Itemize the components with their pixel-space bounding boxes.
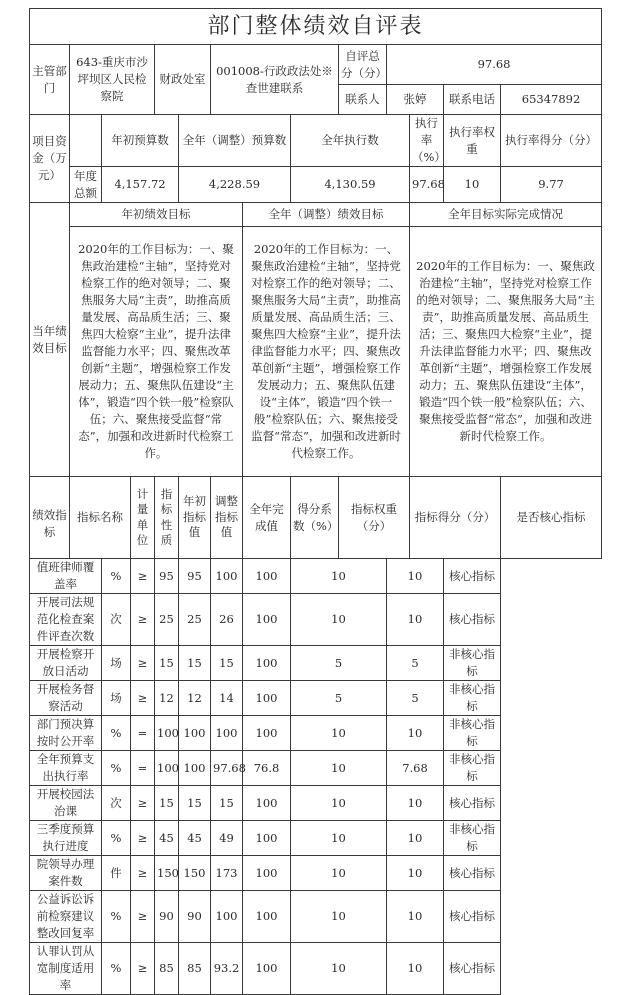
indicator-initial: 95 xyxy=(155,559,179,594)
indicator-nature: ≥ xyxy=(131,594,155,646)
indicator-row xyxy=(30,646,602,681)
indicator-nature: ≥ xyxy=(131,943,155,995)
indicator-name: 认罪认罚从宽制度适用率 xyxy=(30,943,102,995)
goals-col-actual: 全年目标实际完成情况 xyxy=(410,203,602,227)
ind-header-score: 指标得分（分） xyxy=(410,477,501,559)
indicator-nature: = xyxy=(131,751,155,786)
indicator-coef: 100 xyxy=(243,856,291,891)
funds-col-weight: 执行率权重 xyxy=(444,115,501,167)
phone-value: 65347892 xyxy=(501,85,602,115)
indicator-coef: 100 xyxy=(243,716,291,751)
indicator-nature: ≥ xyxy=(131,786,155,821)
indicator-nature: ≥ xyxy=(131,646,155,681)
indicator-unit: % xyxy=(102,821,131,856)
evaluation-table xyxy=(29,8,602,995)
ind-header-weight: 指标权重（分） xyxy=(339,477,410,559)
indicator-row xyxy=(30,716,602,751)
indicator-score: 10 xyxy=(387,891,444,943)
indicator-unit: 次 xyxy=(102,594,131,646)
indicator-actual: 173 xyxy=(211,856,243,891)
indicator-nature: ≥ xyxy=(131,681,155,716)
indicator-weight: 10 xyxy=(291,559,387,594)
indicator-actual: 100 xyxy=(211,716,243,751)
indicator-unit: % xyxy=(102,751,131,786)
indicator-unit: % xyxy=(102,716,131,751)
indicator-score: 10 xyxy=(387,943,444,995)
indicator-unit: % xyxy=(102,559,131,594)
indicator-name: 院领导办理案件数 xyxy=(30,856,102,891)
indicator-initial: 100 xyxy=(155,751,179,786)
indicator-weight: 10 xyxy=(291,891,387,943)
indicator-row xyxy=(30,943,602,995)
indicator-weight: 5 xyxy=(291,646,387,681)
indicator-name: 全年预算支出执行率 xyxy=(30,751,102,786)
indicator-core: 非核心指标 xyxy=(444,646,501,681)
indicator-actual: 15 xyxy=(211,646,243,681)
funds-col-adjusted: 全年（调整）预算数 xyxy=(179,115,291,167)
indicator-coef: 100 xyxy=(243,559,291,594)
indicator-name: 开展检察开放日活动 xyxy=(30,646,102,681)
funds-col-rate: 执行率（%） xyxy=(410,115,444,167)
goals-initial-text: 2020年的工作目标为：一、聚焦政治建检“主轴”，坚持党对检察工作的绝对领导；二、聚焦服务大局“主责”，助推高质量发展、高品质生活；三、聚焦四大检察“主业”，提升法律监督能力水平；四、聚焦改革创新“主题”，增强检察工作发展动力；五、聚焦队伍建设“主体”，锻造“四个铁一般”检察队伍；六、聚焦接受监督“常态”，加强和改进新时代检察工作。 xyxy=(70,227,243,477)
ind-header-actual: 全年完成值 xyxy=(243,477,291,559)
indicator-coef: 76.8 xyxy=(243,751,291,786)
evaluation-sheet xyxy=(29,8,601,995)
indicator-weight: 10 xyxy=(291,943,387,995)
indicator-unit: 场 xyxy=(102,681,131,716)
ind-header-initial: 年初指标值 xyxy=(179,477,211,559)
indicator-nature: = xyxy=(131,716,155,751)
indicator-core: 非核心指标 xyxy=(444,681,501,716)
indicator-weight: 10 xyxy=(291,594,387,646)
indicator-initial: 100 xyxy=(155,716,179,751)
funds-blank xyxy=(70,115,102,167)
indicator-score: 5 xyxy=(387,681,444,716)
indicator-score: 10 xyxy=(387,821,444,856)
indicators-section-label: 绩效指标 xyxy=(30,477,70,559)
indicator-unit: % xyxy=(102,943,131,995)
funds-col-score: 执行率得分（分） xyxy=(501,115,602,167)
indicator-weight: 5 xyxy=(291,681,387,716)
ind-header-adjusted: 调整指标值 xyxy=(211,477,243,559)
indicator-weight: 10 xyxy=(291,751,387,786)
indicator-initial: 25 xyxy=(155,594,179,646)
indicator-actual: 97.68 xyxy=(211,751,243,786)
indicator-adjusted: 90 xyxy=(179,891,211,943)
indicator-weight: 10 xyxy=(291,856,387,891)
indicator-weight: 10 xyxy=(291,821,387,856)
indicator-adjusted: 25 xyxy=(179,594,211,646)
indicator-row xyxy=(30,594,602,646)
goals-section-label: 当年绩效目标 xyxy=(30,203,70,477)
indicator-nature: ≥ xyxy=(131,821,155,856)
indicator-adjusted: 100 xyxy=(179,716,211,751)
indicator-initial: 12 xyxy=(155,681,179,716)
indicator-unit: % xyxy=(102,891,131,943)
indicator-adjusted: 150 xyxy=(179,856,211,891)
indicator-adjusted: 15 xyxy=(179,646,211,681)
funds-weight: 10 xyxy=(444,167,501,203)
indicator-coef: 100 xyxy=(243,891,291,943)
contact-value: 张婷 xyxy=(387,85,444,115)
funds-executed: 4,130.59 xyxy=(291,167,410,203)
indicator-core: 非核心指标 xyxy=(444,821,501,856)
indicator-initial: 45 xyxy=(155,821,179,856)
indicator-core: 非核心指标 xyxy=(444,716,501,751)
ind-header-name: 指标名称 xyxy=(70,477,131,559)
indicator-row xyxy=(30,751,602,786)
indicator-score: 10 xyxy=(387,716,444,751)
indicator-coef: 100 xyxy=(243,646,291,681)
dept-value: 643-重庆市沙坪坝区人民检察院 xyxy=(70,45,155,115)
indicator-core: 核心指标 xyxy=(444,943,501,995)
funds-rate: 97.68 xyxy=(410,167,444,203)
indicator-score: 7.68 xyxy=(387,751,444,786)
score-label: 自评总分（分） xyxy=(339,45,387,85)
indicator-actual: 14 xyxy=(211,681,243,716)
indicator-weight: 10 xyxy=(291,716,387,751)
indicator-name: 部门预决算按时公开率 xyxy=(30,716,102,751)
indicator-actual: 15 xyxy=(211,786,243,821)
ind-header-core: 是否核心指标 xyxy=(501,477,602,559)
funds-section-label: 项目资金（万元） xyxy=(30,115,70,203)
indicator-nature: ≥ xyxy=(131,559,155,594)
indicator-row xyxy=(30,856,602,891)
indicator-adjusted: 12 xyxy=(179,681,211,716)
indicator-adjusted: 100 xyxy=(179,751,211,786)
indicator-actual: 49 xyxy=(211,821,243,856)
dept-label: 主管部门 xyxy=(30,45,70,115)
funds-col-initial: 年初预算数 xyxy=(102,115,179,167)
indicator-coef: 100 xyxy=(243,943,291,995)
indicator-score: 10 xyxy=(387,559,444,594)
indicator-unit: 件 xyxy=(102,856,131,891)
indicator-row xyxy=(30,786,602,821)
indicator-initial: 150 xyxy=(155,856,179,891)
indicator-unit: 次 xyxy=(102,786,131,821)
indicator-score: 10 xyxy=(387,786,444,821)
indicator-initial: 90 xyxy=(155,891,179,943)
ind-header-nature: 指标性质 xyxy=(155,477,179,559)
indicator-row xyxy=(30,559,602,594)
indicator-adjusted: 45 xyxy=(179,821,211,856)
indicator-row xyxy=(30,891,602,943)
indicator-nature: ≥ xyxy=(131,891,155,943)
funds-initial: 4,157.72 xyxy=(102,167,179,203)
indicator-adjusted: 95 xyxy=(179,559,211,594)
indicator-unit: 场 xyxy=(102,646,131,681)
goals-col-initial: 年初绩效目标 xyxy=(70,203,243,227)
indicator-score: 10 xyxy=(387,856,444,891)
indicator-name: 开展检务督察活动 xyxy=(30,681,102,716)
goals-col-adjusted: 全年（调整）绩效目标 xyxy=(243,203,410,227)
indicator-actual: 100 xyxy=(211,559,243,594)
indicator-actual: 26 xyxy=(211,594,243,646)
indicator-name: 值班律师覆盖率 xyxy=(30,559,102,594)
finance-value: 001008-行政政法处※查世建联系 xyxy=(211,45,339,115)
phone-label: 联系电话 xyxy=(444,85,501,115)
indicator-adjusted: 85 xyxy=(179,943,211,995)
indicator-actual: 93.2 xyxy=(211,943,243,995)
funds-score: 9.77 xyxy=(501,167,602,203)
indicator-name: 开展司法规范化检查案件评查次数 xyxy=(30,594,102,646)
ind-header-unit: 计量单位 xyxy=(131,477,155,559)
finance-label: 财政处室 xyxy=(155,45,211,115)
indicator-initial: 15 xyxy=(155,646,179,681)
indicator-core: 核心指标 xyxy=(444,891,501,943)
indicator-core: 核心指标 xyxy=(444,786,501,821)
indicator-name: 开展校园法治课 xyxy=(30,786,102,821)
indicator-weight: 10 xyxy=(291,786,387,821)
funds-col-executed: 全年执行数 xyxy=(291,115,410,167)
goals-actual-text: 2020年的工作目标为：一、聚焦政治建检“主轴”，坚持党对检察工作的绝对领导；二、聚焦服务大局“主责”，助推高质量发展、高品质生活；三、聚焦四大检察“主业”，提升法律监督能力水平；四、聚焦改革创新“主题”，增强检察工作发展动力；五、聚焦队伍建设“主体”，锻造“四个铁一般”检察队伍；六、聚焦接受监督“常态”，加强和改进新时代检察工作。 xyxy=(410,227,602,477)
indicator-name: 公益诉讼诉前检察建议整改回复率 xyxy=(30,891,102,943)
indicator-core: 核心指标 xyxy=(444,856,501,891)
indicator-coef: 100 xyxy=(243,594,291,646)
funds-adjusted: 4,228.59 xyxy=(179,167,291,203)
indicator-row xyxy=(30,821,602,856)
page-title: 部门整体绩效自评表 xyxy=(30,9,602,45)
indicator-score: 10 xyxy=(387,594,444,646)
indicator-adjusted: 15 xyxy=(179,786,211,821)
goals-adjusted-text: 2020年的工作目标为：一、聚焦政治建检“主轴”，坚持党对检察工作的绝对领导；二、聚焦服务大局“主责”，助推高质量发展、高品质生活；三、聚焦四大检察“主业”，提升法律监督能力水平；四、聚焦改革创新“主题”，增强检察工作发展动力；五、聚焦队伍建设“主体”，锻造“四个铁一般”检察队伍；六、聚焦接受监督“常态”，加强和改进新时代检察工作。 xyxy=(243,227,410,477)
indicator-row xyxy=(30,681,602,716)
indicator-nature: ≥ xyxy=(131,856,155,891)
indicator-score: 5 xyxy=(387,646,444,681)
contact-label: 联系人 xyxy=(339,85,387,115)
indicator-actual: 100 xyxy=(211,891,243,943)
indicator-core: 非核心指标 xyxy=(444,751,501,786)
indicator-coef: 100 xyxy=(243,786,291,821)
indicator-core: 核心指标 xyxy=(444,559,501,594)
funds-row-label: 年度总额 xyxy=(70,167,102,203)
indicator-initial: 15 xyxy=(155,786,179,821)
indicator-initial: 85 xyxy=(155,943,179,995)
ind-header-coef: 得分系数（%） xyxy=(291,477,339,559)
indicator-core: 核心指标 xyxy=(444,594,501,646)
indicator-coef: 100 xyxy=(243,821,291,856)
indicator-name: 三季度预算执行进度 xyxy=(30,821,102,856)
score-value: 97.68 xyxy=(387,45,602,85)
indicator-coef: 100 xyxy=(243,681,291,716)
